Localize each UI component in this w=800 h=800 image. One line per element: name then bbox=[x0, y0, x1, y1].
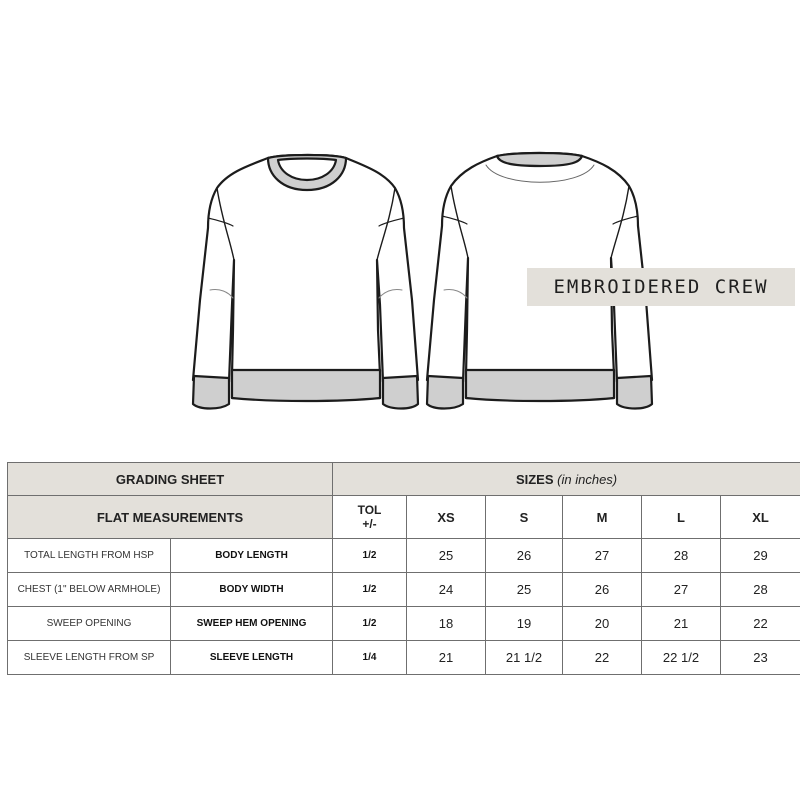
row-value: 26 bbox=[563, 573, 642, 607]
table-row bbox=[8, 607, 800, 641]
sizes-header bbox=[333, 463, 800, 496]
row-measurement: SLEEVE LENGTH bbox=[171, 641, 333, 675]
size-header-xl: XL bbox=[721, 496, 800, 539]
row-description: TOTAL LENGTH FROM HSP bbox=[8, 539, 171, 573]
sizes-label: SIZES bbox=[515, 471, 554, 487]
row-value: 22 bbox=[721, 607, 800, 641]
row-value: 20 bbox=[563, 607, 642, 641]
row-value: 21 bbox=[642, 607, 721, 641]
row-value: 25 bbox=[486, 573, 563, 607]
table-row bbox=[8, 539, 800, 573]
row-value: 21 1/2 bbox=[486, 641, 563, 675]
front-sweater-sketch bbox=[193, 155, 418, 409]
row-description: SWEEP OPENING bbox=[8, 607, 171, 641]
row-tolerance: 1/2 bbox=[333, 573, 407, 607]
row-tolerance: 1/4 bbox=[333, 641, 407, 675]
row-value: 28 bbox=[721, 573, 800, 607]
row-measurement: BODY WIDTH bbox=[171, 573, 333, 607]
row-measurement: BODY LENGTH bbox=[171, 539, 333, 573]
row-value: 24 bbox=[407, 573, 486, 607]
row-value: 27 bbox=[642, 573, 721, 607]
row-value: 22 bbox=[563, 641, 642, 675]
product-title-box bbox=[527, 268, 795, 306]
row-value: 29 bbox=[721, 539, 800, 573]
size-header-xs: XS bbox=[407, 496, 486, 539]
tol-sign: +/- bbox=[362, 517, 377, 531]
row-tolerance: 1/2 bbox=[333, 539, 407, 573]
table-row bbox=[8, 641, 800, 675]
table-row bbox=[8, 573, 800, 607]
row-value: 22 1/2 bbox=[642, 641, 721, 675]
sizes-unit: (in inches) bbox=[557, 471, 618, 487]
row-value: 23 bbox=[721, 641, 800, 675]
grading-sheet-label: GRADING SHEET bbox=[115, 471, 225, 487]
row-description: CHEST (1" BELOW ARMHOLE) bbox=[8, 573, 171, 607]
row-value: 25 bbox=[407, 539, 486, 573]
row-value: 27 bbox=[563, 539, 642, 573]
size-header-s: S bbox=[486, 496, 563, 539]
flat-measurements-header bbox=[8, 496, 333, 539]
grading-sheet-header bbox=[8, 463, 333, 496]
tol-header bbox=[333, 496, 407, 539]
row-value: 18 bbox=[407, 607, 486, 641]
row-value: 19 bbox=[486, 607, 563, 641]
tol-label: TOL bbox=[357, 503, 382, 517]
row-value: 28 bbox=[642, 539, 721, 573]
table-subheader-row bbox=[8, 496, 800, 539]
row-measurement: SWEEP HEM OPENING bbox=[171, 607, 333, 641]
row-description: SLEEVE LENGTH FROM SP bbox=[8, 641, 171, 675]
row-tolerance: 1/2 bbox=[333, 607, 407, 641]
grading-table bbox=[7, 462, 800, 675]
size-header-l: L bbox=[642, 496, 721, 539]
table-header-row bbox=[8, 463, 800, 496]
flat-measurements-label: FLAT MEASUREMENTS bbox=[96, 509, 244, 525]
row-value: 21 bbox=[407, 641, 486, 675]
size-header-m: M bbox=[563, 496, 642, 539]
row-value: 26 bbox=[486, 539, 563, 573]
product-title: EMBROIDERED CREW bbox=[553, 276, 769, 298]
